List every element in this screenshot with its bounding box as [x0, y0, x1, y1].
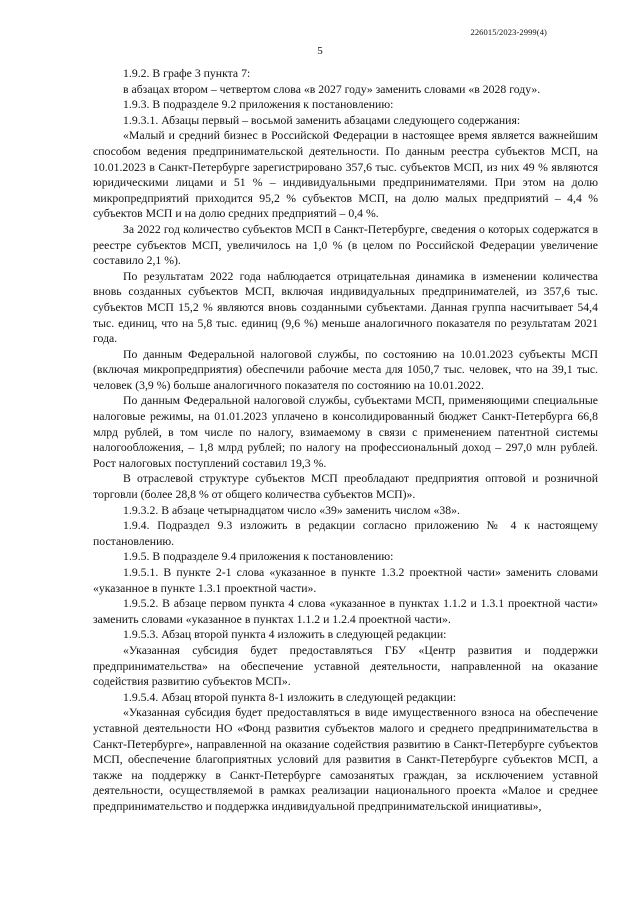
- document-body: [93, 66, 598, 815]
- paragraph: По данным Федеральной налоговой службы, по состоянию на 10.01.2023 субъекты МСП (включая микропредприятия) обеспечили рабочие места для 1050,7 тыс. человек, что на 39,1 тыс. человек (3,9 %) больше аналогичного показателя по состоянию на 10.01.2022.: [93, 347, 598, 392]
- paragraph: «Малый и средний бизнес в Российской Федерации в настоящее время является важнейшим способом ведения предпринимательской деятельности. По данным реестра субъектов МСП, на 10.01.2023 в Санкт-Петербурге зарегистрировано 357,6 тыс. субъектов МСП, из них 49 % являются юридическими лицами и 51 % – индивидуальными предпринимателями. При этом на долю микропредприятий приходится 95,2 % субъектов МСП, на долю малых предприятий – 4,4 % субъектов МСП и на долю средних предприятий – 0,4 %.: [93, 129, 598, 221]
- paragraph: 1.9.5.4. Абзац второй пункта 8-1 изложить в следующей редакции:: [123, 690, 457, 704]
- paragraph: 1.9.5. В подразделе 9.4 приложения к постановлению:: [123, 550, 394, 564]
- paragraph: 1.9.5.1. В пункте 2-1 слова «указанное в пункте 1.3.2 проектной части» заменить словами «указанное в пункте 1.3.1 проектной части».: [93, 566, 598, 595]
- paragraph: 1.9.3. В подразделе 9.2 приложения к постановлению:: [123, 98, 394, 112]
- paragraph: За 2022 год количество субъектов МСП в Санкт-Петербурге, сведения о которых содержатся в реестре субъектов МСП, увеличилось на 1,0 % (в целом по Российской Федерации увеличение составило 2,1 %).: [93, 222, 598, 268]
- document-number: 226015/2023-2999(4): [470, 27, 547, 37]
- paragraph: 1.9.4. Подраздел 9.3 изложить в редакции согласно приложению № 4 к настоящему постановлению.: [93, 519, 598, 548]
- paragraph: 1.9.5.2. В абзаце первом пункта 4 слова «указанное в пунктах 1.1.2 и 1.3.1 проектной части» заменить словами «указанное в пунктах 1.1.2 и 1.2.4 проектной части».: [93, 597, 598, 626]
- paragraph: В отраслевой структуре субъектов МСП преобладают предприятия оптовой и розничной торговли (более 28,8 % от общего количества субъектов МСП)».: [93, 472, 598, 502]
- paragraph: «Указанная субсидия будет предоставляться в виде имущественного взноса на обеспечение уставной деятельности НО «Фонд развития субъектов малого и среднего предпринимательства в Санкт-Петербурге», направленной на оказание содействия развитию в Санкт-Петербурге субъектов МСП, обеспечение благоприятных условий для развития в Санкт-Петербурге субъектов МСП, а также на поддержку в Санкт-Петербурге самозанятых граждан, за исключением уставной деятельности, осуществляемой в рамках реализации национального проекта «Малое и среднее предпринимательство и поддержка индивидуальной предпринимательской инициативы»,: [93, 706, 598, 813]
- paragraph: 1.9.3.2. В абзаце четырнадцатом число «39» заменить числом «38».: [123, 503, 460, 517]
- paragraph: 1.9.2. В графе 3 пункта 7:: [123, 67, 251, 80]
- paragraph: 1.9.3.1. Абзацы первый – восьмой заменить абзацами следующего содержания:: [123, 113, 521, 127]
- paragraph: «Указанная субсидия будет предоставляться ГБУ «Центр развития и поддержки предпринимательства» на обеспечение уставной деятельности, направленной на оказание содействия развитию субъектов МСП».: [93, 643, 598, 689]
- page-number: 5: [317, 45, 323, 57]
- paragraph: По данным Федеральной налоговой службы, субъектами МСП, применяющими специальные налоговые режимы, на 01.01.2023 уплачено в консолидированный бюджет Санкт-Петербурга 66,8 млрд рублей, в том числе по налогу, взимаемому в связи с применением патентной системы налогообложения, – 1,8 млрд рублей; по налогу на профессиональный доход – 297,0 млн рублей. Рост налоговых поступлений составил 19,3 %.: [93, 394, 598, 470]
- paragraph: в абзацах втором – четвертом слова «в 2027 году» заменить словами «в 2028 году».: [123, 82, 541, 96]
- paragraph: По результатам 2022 года наблюдается отрицательная динамика в изменении количества вновь созданных субъектов МСП, включая индивидуальных предпринимателей, из 357,6 тыс. субъектов МСП 15,2 % являются вновь созданными субъектами. Данная группа насчитывает 54,4 тыс. единиц, что на 5,8 тыс. единиц (9,6 %) меньше аналогичного показателя по результатам 2021 года.: [93, 269, 598, 346]
- paragraph: 1.9.5.3. Абзац второй пункта 4 изложить в следующей редакции:: [123, 628, 447, 642]
